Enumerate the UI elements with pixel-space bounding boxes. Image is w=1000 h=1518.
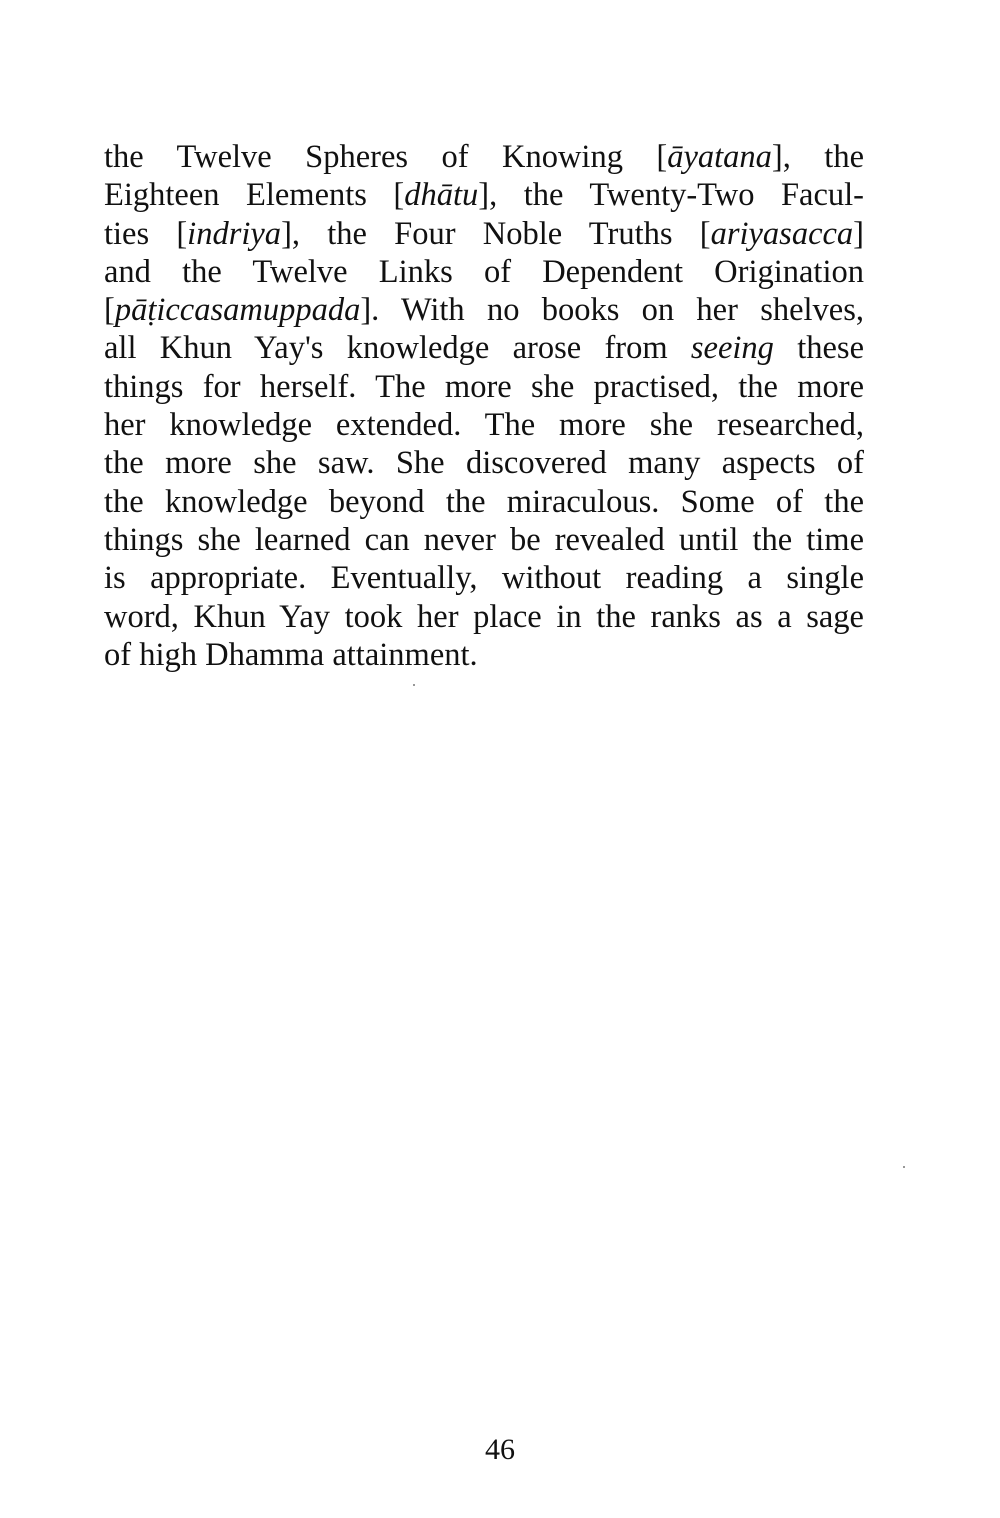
text-line <box>104 406 864 444</box>
text-segment: Eighteen Elements [ <box>104 177 405 214</box>
text-segment: the more she saw. She discovered many aspects of <box>104 445 864 482</box>
text-segment: of high Dhamma attainment. <box>104 636 478 673</box>
text-segment: ties [ <box>104 215 188 252</box>
italic-term: ariyasacca <box>710 215 854 252</box>
text-line <box>104 521 864 559</box>
text-segment: things she learned can never be revealed until the time <box>104 521 864 558</box>
body-paragraph <box>104 138 864 674</box>
italic-term: indriya <box>187 215 282 252</box>
text-line <box>104 559 864 597</box>
text-segment: ] <box>853 215 864 252</box>
print-speck <box>413 684 415 686</box>
print-speck <box>903 1166 905 1168</box>
italic-term: āyatana <box>667 139 772 175</box>
text-line <box>104 215 864 253</box>
text-segment: ], the Twenty-Two Facul- <box>478 177 864 214</box>
text-segment: all Khun Yay's knowledge arose from <box>104 330 691 367</box>
text-line <box>104 291 864 329</box>
text-segment: and the Twelve Links of Dependent Origination <box>104 253 864 290</box>
text-line <box>104 176 864 214</box>
text-segment: word, Khun Yay took her place in the ranks as a sage <box>104 598 864 635</box>
text-segment: these <box>773 330 864 367</box>
italic-term: pāṭiccasamuppada <box>114 292 361 329</box>
text-segment: [ <box>104 292 115 329</box>
italic-term: dhātu <box>404 177 479 214</box>
text-line <box>104 636 864 674</box>
italic-term: seeing <box>690 330 774 367</box>
text-line <box>104 444 864 482</box>
text-line <box>104 329 864 367</box>
text-line <box>104 368 864 406</box>
text-line <box>104 253 864 291</box>
text-segment: ], the Four Noble Truths [ <box>281 215 711 252</box>
text-segment: ]. With no books on her shelves, <box>360 292 864 329</box>
text-segment: the Twelve Spheres of Knowing [ <box>104 139 668 175</box>
text-segment: her knowledge extended. The more she researched, <box>104 407 864 444</box>
text-segment: ], the <box>771 139 865 175</box>
text-line <box>104 483 864 521</box>
text-segment: is appropriate. Eventually, without reading a single <box>104 560 864 597</box>
page-number: 46 <box>485 1433 515 1466</box>
text-line <box>104 598 864 636</box>
text-segment: the knowledge beyond the miraculous. Some of the <box>104 483 864 520</box>
text-line <box>104 138 864 176</box>
text-segment: things for herself. The more she practised, the more <box>104 368 864 405</box>
